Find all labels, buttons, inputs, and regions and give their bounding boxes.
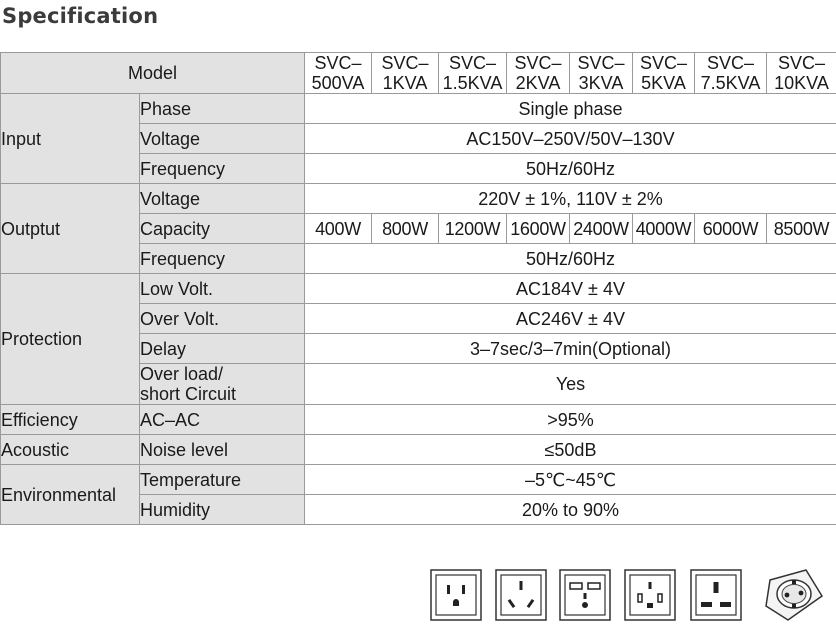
row-value: 3–7sec/3–7min(Optional) [305,334,836,364]
row-label: Phase [140,94,305,124]
group-efficiency: Efficiency [1,405,140,435]
model-cell: SVC– 2KVA [507,53,570,94]
row-label: Voltage [140,184,305,214]
row-label: AC–AC [140,405,305,435]
us-socket-icon [430,569,482,621]
schuko-socket-icon [762,566,826,624]
row-value: –5℃~45℃ [305,465,836,495]
row-value: 20% to 90% [305,495,836,525]
model-cell: SVC– 5KVA [633,53,695,94]
capacity-cell: 1200W [439,214,507,244]
uk-socket-icon [690,569,742,621]
row-label: Temperature [140,465,305,495]
model-label: Model [1,53,305,94]
row-label: Humidity [140,495,305,525]
row-label: Low Volt. [140,274,305,304]
row-value: AC184V ± 4V [305,274,836,304]
row-value: 220V ± 1%, 110V ± 2% [305,184,836,214]
row-value: 50Hz/60Hz [305,154,836,184]
table-row [1,465,836,495]
row-value: 50Hz/60Hz [305,244,836,274]
page-title: Specification [2,4,159,28]
model-cell: SVC– 500VA [305,53,372,94]
row-label: Frequency [140,154,305,184]
capacity-cell: 8500W [767,214,836,244]
capacity-cell: 1600W [507,214,570,244]
row-value: AC246V ± 4V [305,304,836,334]
capacity-cell: 800W [372,214,439,244]
universal-socket-icon [559,569,611,621]
table-row [1,435,836,465]
row-label: Capacity [140,214,305,244]
row-label: Over Volt. [140,304,305,334]
capacity-cell: 400W [305,214,372,244]
model-cell: SVC– 10KVA [767,53,836,94]
model-cell: SVC– 1.5KVA [439,53,507,94]
row-value: Yes [305,364,836,405]
spec-table [0,52,836,525]
model-row [1,53,836,94]
row-label: Over load/ short Circuit [140,364,305,405]
group-input: Input [1,94,140,184]
capacity-cell: 2400W [570,214,633,244]
group-environmental: Environmental [1,465,140,525]
row-value: ≤50dB [305,435,836,465]
model-cell: SVC– 3KVA [570,53,633,94]
row-label: Frequency [140,244,305,274]
capacity-cell: 6000W [695,214,767,244]
table-row [1,405,836,435]
capacity-cell: 4000W [633,214,695,244]
model-cell: SVC– 7.5KVA [695,53,767,94]
row-value: Single phase [305,94,836,124]
multi-socket-icon [624,569,676,621]
row-value: >95% [305,405,836,435]
row-value: AC150V–250V/50V–130V [305,124,836,154]
row-label: Noise level [140,435,305,465]
socket-icons [428,566,836,628]
table-row [1,274,836,304]
table-row [1,184,836,214]
group-acoustic: Acoustic [1,435,140,465]
row-label: Delay [140,334,305,364]
au-socket-icon [495,569,547,621]
row-label: Voltage [140,124,305,154]
model-cell: SVC– 1KVA [372,53,439,94]
group-protection: Protection [1,274,140,405]
group-output: Outptut [1,184,140,274]
table-row [1,94,836,124]
